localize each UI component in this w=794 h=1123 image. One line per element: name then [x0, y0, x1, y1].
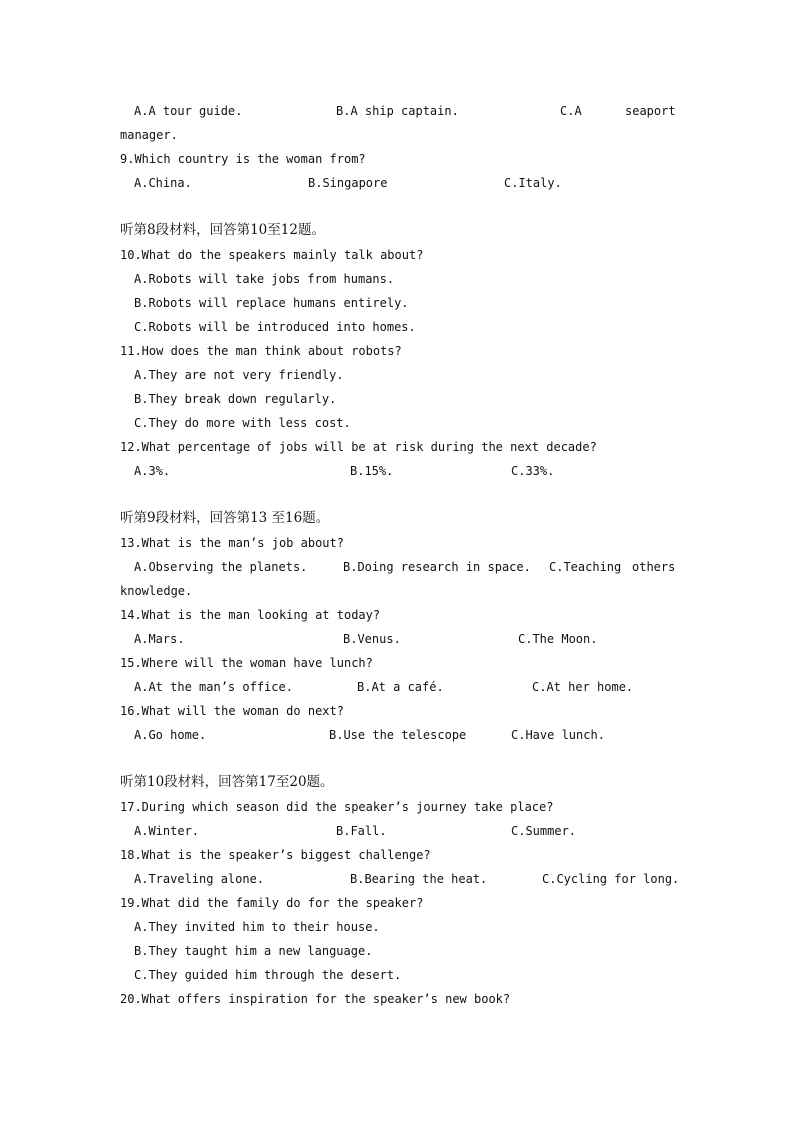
- q17-option-c: C.Summer.: [511, 824, 577, 838]
- q19-option-c: C.They guided him through the desert.: [134, 968, 402, 982]
- q13-option-b: B.Doing research in space.: [343, 560, 531, 574]
- q11-option-c: C.They do more with less cost.: [134, 416, 351, 430]
- q16-option-a: A.Go home.: [134, 728, 207, 742]
- q10-option-a: A.Robots will take jobs from humans.: [134, 272, 395, 286]
- q12-option-a: A.3%.: [134, 464, 171, 478]
- q14-question: 14.What is the man looking at today?: [120, 608, 381, 622]
- q13-option-c-wrap: knowledge.: [120, 584, 193, 598]
- q17-option-a: A.Winter.: [134, 824, 200, 838]
- q10-question: 10.What do the speakers mainly talk about?: [120, 248, 424, 262]
- q18-option-a: A.Traveling alone.: [134, 872, 265, 886]
- q15-option-a: A.At the man’s office.: [134, 680, 293, 694]
- q9-option-c: C.Italy.: [504, 176, 562, 190]
- q10-option-c: C.Robots will be introduced into homes.: [134, 320, 416, 334]
- q14-option-c: C.The Moon.: [518, 632, 598, 646]
- q13-question: 13.What is the man’s job about?: [120, 536, 344, 550]
- q13-option-c: C.Teaching: [549, 560, 622, 574]
- q20-question: 20.What offers inspiration for the speaker’s new book?: [120, 992, 511, 1006]
- q16-option-b: B.Use the telescope: [329, 728, 467, 742]
- q19-option-b: B.They taught him a new language.: [134, 944, 373, 958]
- q15-question: 15.Where will the woman have lunch?: [120, 656, 373, 670]
- q12-option-c: C.33%.: [511, 464, 555, 478]
- q9-question: 9.Which country is the woman from?: [120, 152, 366, 166]
- q10-option-b: B.Robots will replace humans entirely.: [134, 296, 409, 310]
- q12-question: 12.What percentage of jobs will be at risk during the next decade?: [120, 440, 597, 454]
- q19-option-a: A.They invited him to their house.: [134, 920, 380, 934]
- q14-option-b: B.Venus.: [343, 632, 401, 646]
- q18-question: 18.What is the speaker’s biggest challenge?: [120, 848, 431, 862]
- section-8-heading: 听第8段材料，回答第10至12题。: [120, 222, 325, 238]
- q18-option-b: B.Bearing the heat.: [350, 872, 488, 886]
- q18-option-c: C.Cycling for long.: [542, 872, 680, 886]
- q14-option-a: A.Mars.: [134, 632, 185, 646]
- q8-option-c: C.A: [560, 104, 582, 118]
- q12-option-b: B.15%.: [350, 464, 394, 478]
- q8-option-b: B.A ship captain.: [336, 104, 459, 118]
- q8-option-c-wrap: manager.: [120, 128, 178, 142]
- section-10-heading: 听第10段材料，回答第17至20题。: [120, 774, 334, 790]
- q13-option-c-cont: others: [632, 560, 676, 574]
- section-9-heading: 听第9段材料，回答第13 至16题。: [120, 510, 330, 526]
- q11-option-a: A.They are not very friendly.: [134, 368, 344, 382]
- q8-option-c-cont: seaport: [625, 104, 676, 118]
- q15-option-b: B.At a café.: [357, 680, 444, 694]
- q9-option-b: B.Singapore: [308, 176, 388, 190]
- q17-option-b: B.Fall.: [336, 824, 387, 838]
- q16-option-c: C.Have lunch.: [511, 728, 605, 742]
- q16-question: 16.What will the woman do next?: [120, 704, 344, 718]
- q11-question: 11.How does the man think about robots?: [120, 344, 402, 358]
- q15-option-c: C.At her home.: [532, 680, 634, 694]
- q13-option-a: A.Observing the planets.: [134, 560, 308, 574]
- q17-question: 17.During which season did the speaker’s journey take place?: [120, 800, 554, 814]
- q9-option-a: A.China.: [134, 176, 192, 190]
- q8-option-a: A.A tour guide.: [134, 104, 243, 118]
- q11-option-b: B.They break down regularly.: [134, 392, 337, 406]
- q19-question: 19.What did the family do for the speaker?: [120, 896, 424, 910]
